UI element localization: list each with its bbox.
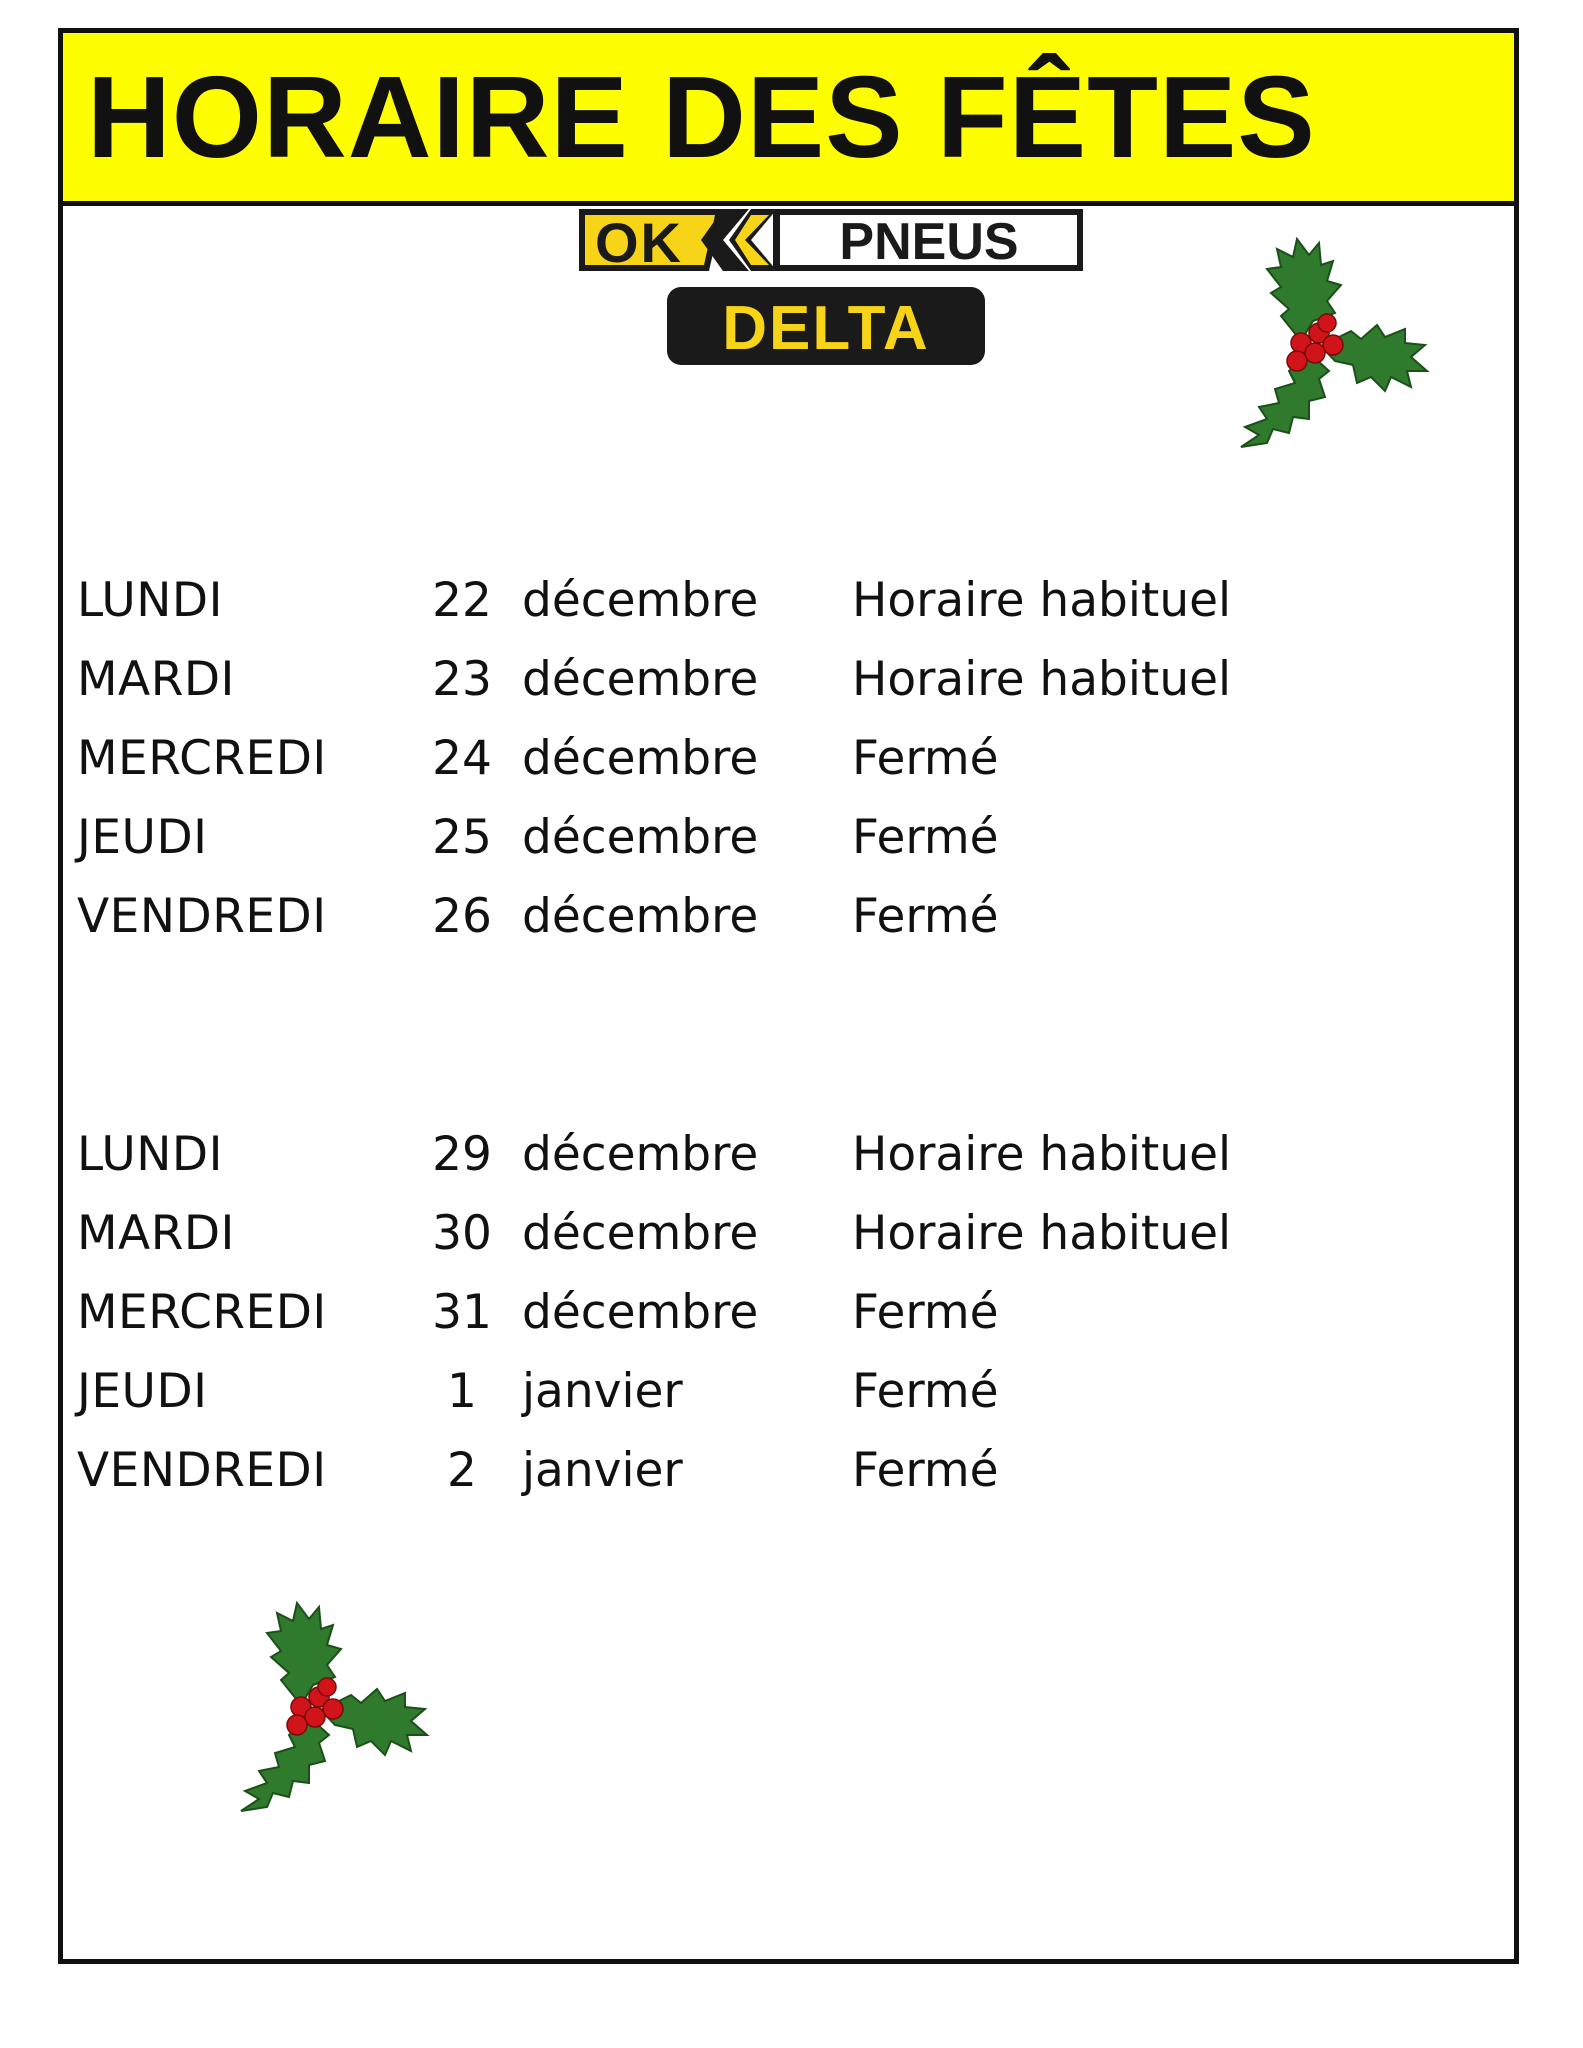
- schedule-row: [77, 1352, 1252, 1431]
- day-date: 30: [432, 1206, 492, 1261]
- day-name: JEUDI: [77, 810, 208, 865]
- day-name: MARDI: [77, 1206, 235, 1261]
- schedule-row: [77, 798, 1252, 877]
- opening-status: Horaire habituel: [852, 1206, 1232, 1261]
- opening-status: Horaire habituel: [852, 652, 1232, 707]
- schedule-row: [77, 1431, 1252, 1510]
- day-date: 25: [432, 810, 492, 865]
- day-date: 1: [447, 1364, 477, 1419]
- opening-status: Fermé: [852, 810, 999, 865]
- holly-icon: [201, 1585, 441, 1815]
- month-name: décembre: [522, 652, 759, 707]
- month-name: janvier: [522, 1364, 683, 1419]
- opening-status: Fermé: [852, 1364, 999, 1419]
- month-name: décembre: [522, 1127, 759, 1182]
- schedule-week-1: [77, 561, 1252, 956]
- schedule-week-2: [77, 1115, 1252, 1510]
- month-name: décembre: [522, 810, 759, 865]
- day-name: MERCREDI: [77, 1285, 327, 1340]
- poster-frame: [58, 28, 1519, 1964]
- opening-status: Fermé: [852, 1443, 999, 1498]
- schedule-row: [77, 1273, 1252, 1352]
- day-date: 26: [432, 889, 492, 944]
- logo-ok-mark: [579, 209, 777, 274]
- opening-status: Fermé: [852, 731, 999, 786]
- day-name: VENDREDI: [77, 1443, 327, 1498]
- day-name: LUNDI: [77, 1127, 223, 1182]
- day-name: MARDI: [77, 652, 235, 707]
- month-name: décembre: [522, 1285, 759, 1340]
- page-title: HORAIRE DES FÊTES: [87, 52, 1316, 182]
- day-date: 2: [447, 1443, 477, 1498]
- title-banner: [63, 33, 1514, 206]
- ok-pneus-delta-logo: [573, 201, 1093, 391]
- day-date: 24: [432, 731, 492, 786]
- opening-status: Fermé: [852, 889, 999, 944]
- schedule-row: [77, 719, 1252, 798]
- day-name: LUNDI: [77, 573, 223, 628]
- logo-delta-text: DELTA: [722, 294, 930, 363]
- day-date: 23: [432, 652, 492, 707]
- opening-status: Horaire habituel: [852, 573, 1232, 628]
- holly-icon: [1201, 221, 1441, 451]
- schedule-row: [77, 1115, 1252, 1194]
- schedule-row: [77, 561, 1252, 640]
- month-name: décembre: [522, 1206, 759, 1261]
- day-date: 29: [432, 1127, 492, 1182]
- schedule-row: [77, 877, 1252, 956]
- opening-status: Horaire habituel: [852, 1127, 1232, 1182]
- month-name: décembre: [522, 731, 759, 786]
- logo-delta-badge: [667, 287, 985, 365]
- logo-pneus-text: PNEUS: [839, 213, 1019, 271]
- schedule-row: [77, 640, 1252, 719]
- day-name: VENDREDI: [77, 889, 327, 944]
- month-name: janvier: [522, 1443, 683, 1498]
- opening-status: Fermé: [852, 1285, 999, 1340]
- day-name: JEUDI: [77, 1364, 208, 1419]
- day-date: 31: [432, 1285, 492, 1340]
- logo-pneus-box: [773, 209, 1083, 271]
- month-name: décembre: [522, 573, 759, 628]
- day-name: MERCREDI: [77, 731, 327, 786]
- month-name: décembre: [522, 889, 759, 944]
- logo-ok-text: OK: [595, 211, 683, 274]
- day-date: 22: [432, 573, 492, 628]
- schedule-row: [77, 1194, 1252, 1273]
